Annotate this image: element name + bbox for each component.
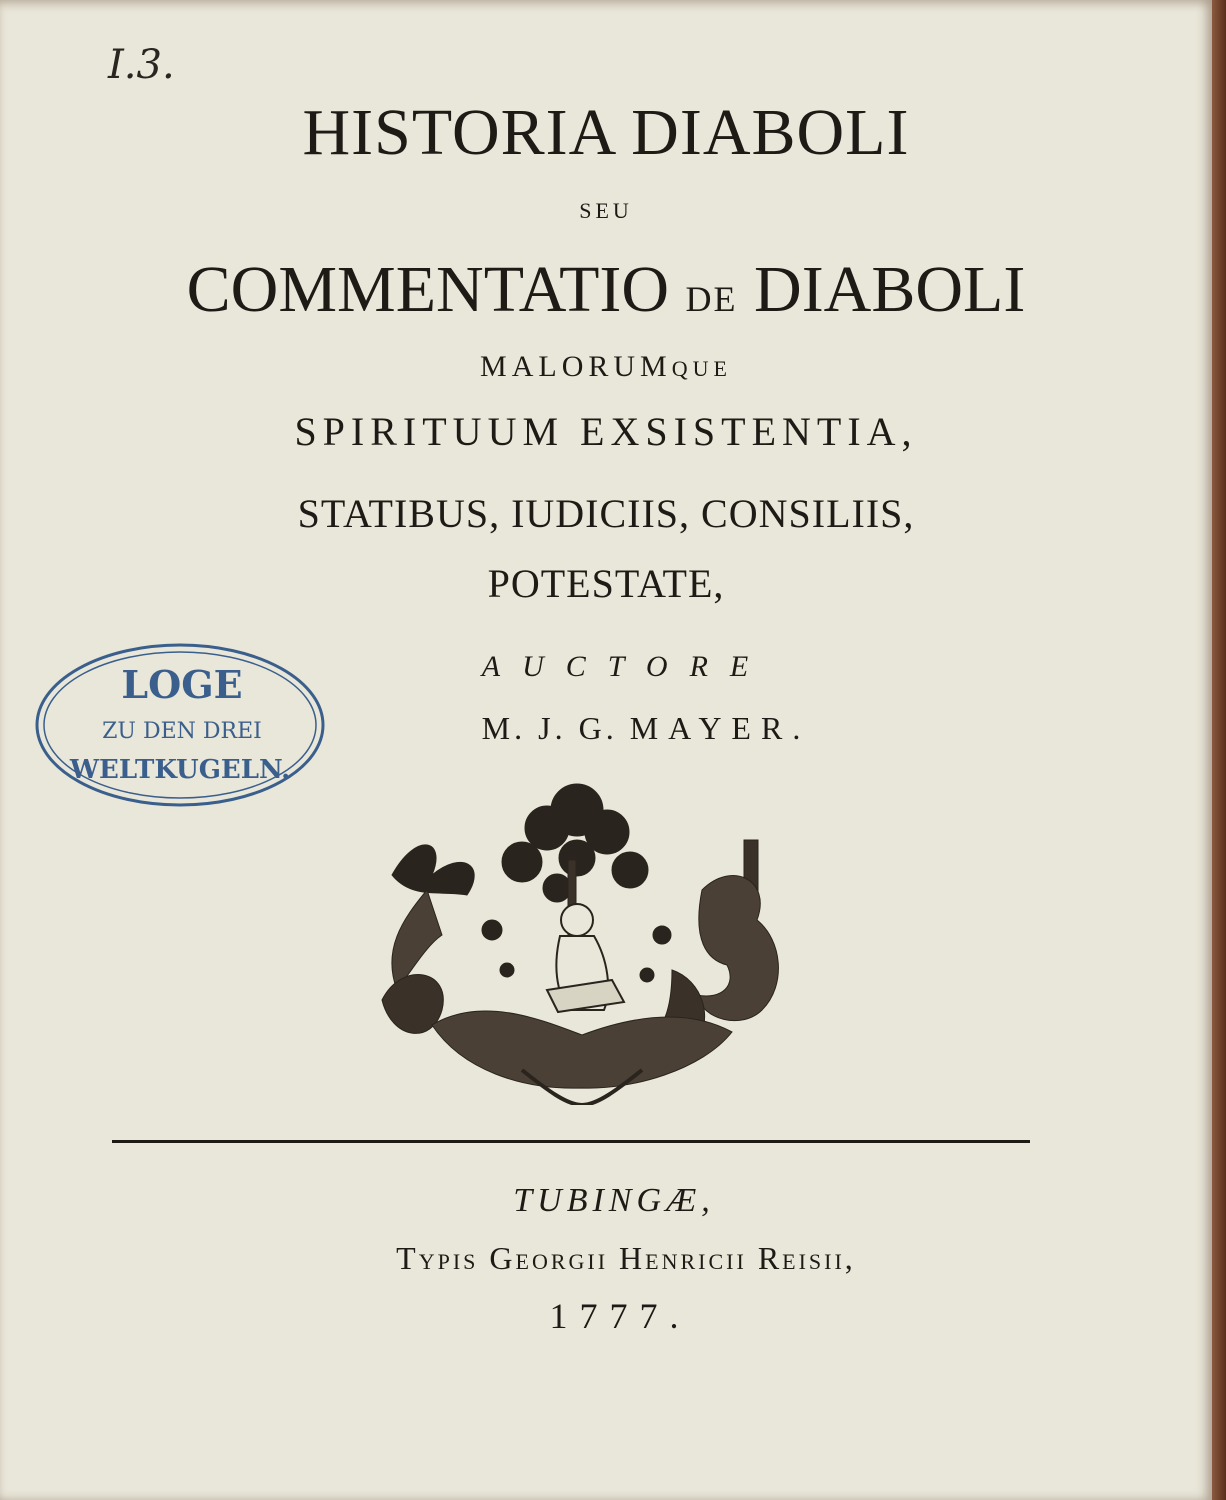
auctore-label: AUCTORE [481, 650, 771, 683]
subtitle-line-1 [0, 252, 1212, 328]
subtitle-line-5: POTESTATE, [487, 561, 725, 606]
author-initials: M. J. G. [481, 710, 618, 746]
subtitle-line-3: SPIRITUUM EXSISTENTIA, [294, 409, 918, 454]
main-title: HISTORIA DIABOLI [302, 96, 910, 169]
stamp-line-2: ZU DEN DREI [102, 719, 262, 744]
subtitle-diaboli: DIABOLI [737, 253, 1026, 326]
subtitle-que: QUE [671, 356, 732, 381]
imprint-printer: Typis Georgii Henricii Reisii, [396, 1240, 856, 1276]
stamp-line-3: WELTKUGELN. [69, 755, 291, 785]
subtitle-line-4: STATIBUS, IUDICIIS, CONSILIIS, [297, 491, 915, 536]
imprint-year: 1777. [549, 1296, 691, 1336]
subtitle-commentatio: COMMENTATIO [186, 253, 686, 326]
handwritten-shelfmark: I.3. [108, 42, 175, 88]
book-binding-edge [1212, 0, 1226, 1500]
stamp-line-1: LOGE [121, 662, 243, 707]
imprint-city: TUBINGÆ, [513, 1182, 715, 1219]
author-surname: MAYER. [629, 710, 811, 746]
title-conjunction: SEU [579, 198, 633, 223]
subtitle-de: DE [685, 279, 738, 319]
horizontal-rule [112, 1140, 1030, 1143]
subtitle-malorum: MALORUM [480, 350, 672, 383]
subtitle-line-2 [0, 350, 1212, 384]
woodcut-vignette [372, 770, 792, 1105]
library-stamp [32, 640, 328, 810]
